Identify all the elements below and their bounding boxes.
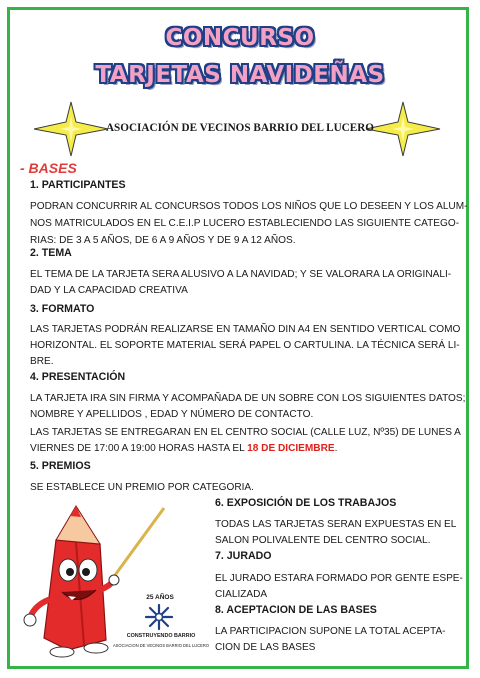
section-heading: 8. ACEPTACION DE LAS BASES <box>215 604 377 616</box>
section-text-line: DAD Y LA CAPACIDAD CREATIVA <box>30 285 188 296</box>
section-text-line <box>30 440 337 457</box>
deadline-date: 18 DE DICIEMBRE <box>247 443 335 454</box>
section-text-line: BRE. <box>30 356 54 367</box>
section-heading: 4. PRESENTACIÓN <box>30 371 126 383</box>
delivery-period: . <box>334 443 338 454</box>
bases-heading: - BASES <box>20 160 77 176</box>
section-heading: 3. FORMATO <box>30 303 95 315</box>
section-text-line: PODRAN CONCURRIR AL CONCURSOS TODOS LOS NIÑOS QUE LO DESEEN Y LOS ALUM- <box>30 201 468 212</box>
title-line-2: TARJETAS NAVIDEÑAS <box>95 62 385 88</box>
section-text-line: NOMBRE Y APELLIDOS , EDAD Y NÚMERO DE CONTACTO. <box>30 409 314 420</box>
section-text-line: LA PARTICIPACION SUPONE LA TOTAL ACEPTA- <box>215 626 446 637</box>
association-name: ASOCIACIÓN DE VECINOS BARRIO DEL LUCERO <box>105 122 375 134</box>
logo-years: 25 AÑOS <box>146 594 174 601</box>
section-text-line: LA TARJETA IRA SIN FIRMA Y ACOMPAÑADA DE UN SOBRE CON LOS SIGUIENTES DATOS; <box>30 393 466 404</box>
section-text-line: SALON POLIVALENTE DEL CENTRO SOCIAL. <box>215 535 431 546</box>
section-text-line: CIALIZADA <box>215 589 268 600</box>
section-text-line: LAS TARJETAS SE ENTREGARAN EN EL CENTRO SOCIAL (CALLE LUZ, Nº35) DE LUNES A <box>30 427 461 438</box>
section-heading: 1. PARTICIPANTES <box>30 179 126 191</box>
section-text-line: EL JURADO ESTARA FORMADO POR GENTE ESPE- <box>215 573 463 584</box>
section-heading: 5. PREMIOS <box>30 460 91 472</box>
section-text-line: LAS TARJETAS PODRÁN REALIZARSE EN TAMAÑO DIN A4 EN SENTIDO VERTICAL COMO <box>30 324 461 335</box>
association-logo-icon <box>143 603 175 631</box>
section-heading: 6. EXPOSICIÓN DE LOS TRABAJOS <box>215 497 397 509</box>
delivery-hours-text: VIERNES DE 17:00 A 19:00 HORAS HASTA EL <box>30 443 248 454</box>
section-text-line: HORIZONTAL. EL SOPORTE MATERIAL SERÁ PAPEL O CARTULINA. LA TÉCNICA SERÁ LI- <box>30 340 460 351</box>
section-text-line: NOS MATRICULADOS EN EL C.E.I.P LUCERO ESTABLECIENDO LAS SIGUIENTE CATEGO- <box>30 218 460 229</box>
section-text-line: TODAS LAS TARJETAS SERAN EXPUESTAS EN EL <box>215 519 457 530</box>
title-line-1: CONCURSO <box>165 25 315 51</box>
logo-org-name: ASOCIACION DE VECINOS BARRIO DEL LUCERO <box>112 643 210 648</box>
logo-motto: CONSTRUYENDO BARRIO <box>126 633 196 639</box>
section-heading: 2. TEMA <box>30 247 72 259</box>
section-text-line: CION DE LAS BASES <box>215 642 316 653</box>
section-text-line: RIAS: DE 3 A 5 AÑOS, DE 6 A 9 AÑOS Y DE 9 A 12 AÑOS. <box>30 235 296 246</box>
section-heading: 7. JURADO <box>215 550 272 562</box>
section-text-line: EL TEMA DE LA TARJETA SERA ALUSIVO A LA NAVIDAD; Y SE VALORARA LA ORIGINALI- <box>30 269 452 280</box>
section-text-line: SE ESTABLECE UN PREMIO POR CATEGORIA. <box>30 482 254 493</box>
